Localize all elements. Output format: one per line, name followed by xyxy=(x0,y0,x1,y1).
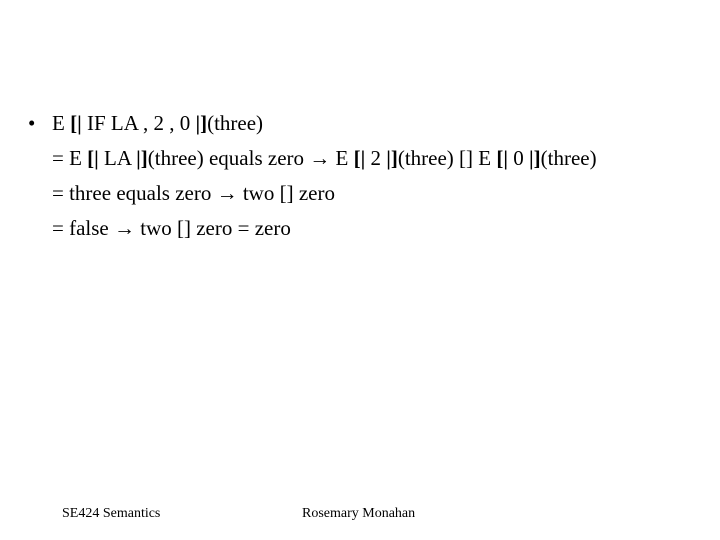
continuation-line-3 xyxy=(28,176,718,211)
text-segment: = false → two [] zero = zero xyxy=(52,216,291,240)
semantic-bracket: |] xyxy=(136,146,148,170)
text-segment: IF LA , 2 , 0 xyxy=(81,111,196,135)
continuation-line-4 xyxy=(28,211,718,246)
semantic-bracket: |] xyxy=(195,111,208,135)
text-segment: 2 xyxy=(365,146,387,170)
text-segment: (three) equals zero → E xyxy=(147,146,354,170)
text-segment: 0 xyxy=(508,146,529,170)
text-segment: (three) xyxy=(540,146,597,170)
line-text xyxy=(52,146,597,170)
semantic-bracket: |] xyxy=(386,146,398,170)
continuation-line-2 xyxy=(28,141,718,176)
semantic-bracket: [| xyxy=(87,146,99,170)
semantic-bracket: [| xyxy=(353,146,366,170)
semantic-bracket: [| xyxy=(70,111,82,135)
text-segment: = three equals zero → two [] zero xyxy=(52,181,335,205)
semantic-bracket: |] xyxy=(529,146,541,170)
line-text xyxy=(52,216,291,240)
bullet-line-1 xyxy=(28,106,718,141)
footer-course: SE424 Semantics xyxy=(62,506,161,521)
bullet-marker: • xyxy=(28,111,36,135)
text-segment: (three) [] E xyxy=(397,146,497,170)
footer-author: Rosemary Monahan xyxy=(302,506,416,521)
semantic-bracket: [| xyxy=(496,146,508,170)
line-text xyxy=(52,181,335,205)
text-segment: (three) xyxy=(207,111,264,135)
bullet-block xyxy=(28,106,718,246)
text-segment: LA xyxy=(98,146,137,170)
line-text xyxy=(52,111,263,135)
text-segment: = E xyxy=(52,146,88,170)
text-segment: E xyxy=(52,111,71,135)
